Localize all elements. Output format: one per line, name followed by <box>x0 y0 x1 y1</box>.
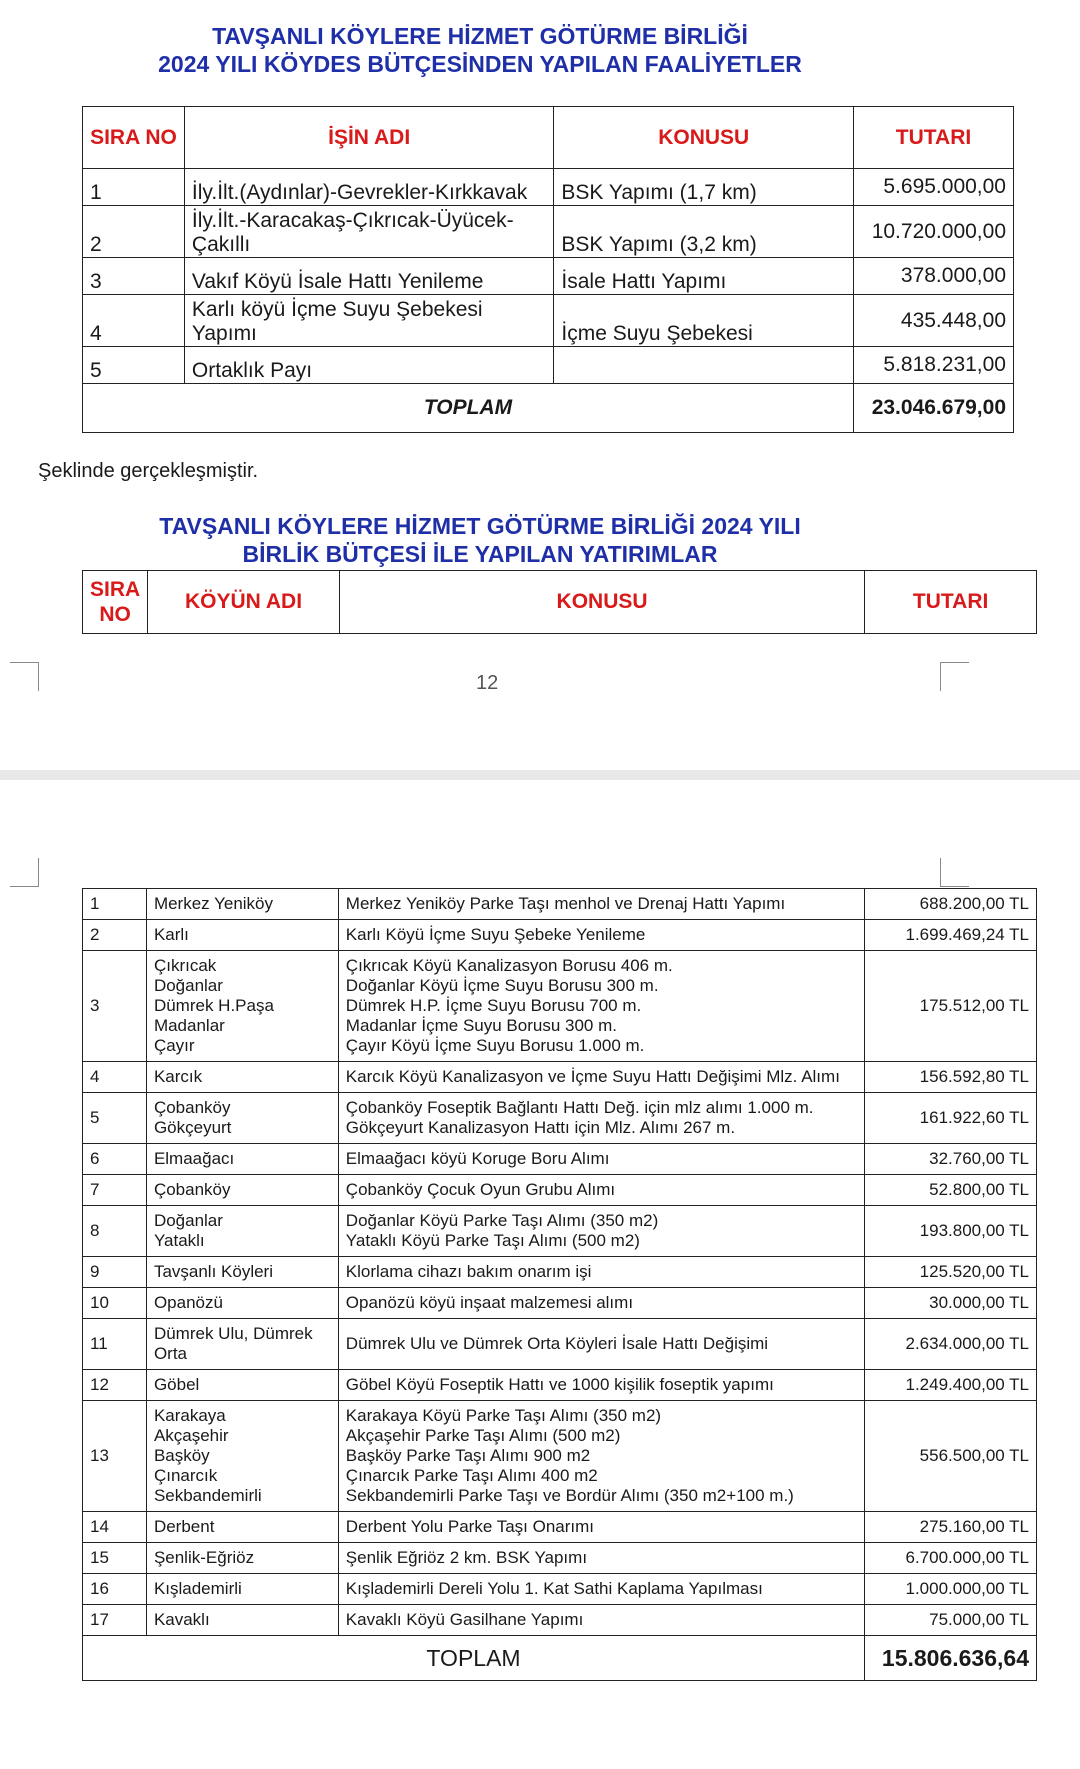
table-row <box>83 1543 1037 1574</box>
header-tutari: TUTARI <box>865 571 1037 634</box>
row-name: Ortaklık Payı <box>184 347 553 384</box>
row-name: Vakıf Köyü İsale Hattı Yenileme <box>184 258 553 295</box>
table-row <box>83 1512 1037 1543</box>
total-row <box>83 384 1014 433</box>
row-subject: Göbel Köyü Foseptik Hattı ve 1000 kişilik foseptik yapımı <box>338 1370 864 1401</box>
row-number: 1 <box>83 889 147 920</box>
row-number: 7 <box>83 1175 147 1206</box>
row-number: 14 <box>83 1512 147 1543</box>
row-village: Kavaklı <box>146 1605 338 1636</box>
total-amount: 15.806.636,64 <box>865 1636 1037 1681</box>
row-amount: 75.000,00 TL <box>865 1605 1037 1636</box>
page-number: 12 <box>476 672 499 694</box>
row-amount: 52.800,00 TL <box>865 1175 1037 1206</box>
page-break <box>0 770 1080 780</box>
row-amount: 156.592,80 TL <box>865 1062 1037 1093</box>
table-row <box>83 1062 1037 1093</box>
row-subject: Çobanköy Foseptik Bağlantı Hattı Değ. için mlz alımı 1.000 m. Gökçeyurt Kanalizasyon Hattı için Mlz. Alımı 267 m. <box>338 1093 864 1144</box>
row-subject: İçme Suyu Şebekesi <box>554 295 854 347</box>
row-number: 9 <box>83 1257 147 1288</box>
row-subject: Elmaağacı köyü Koruge Boru Alımı <box>338 1144 864 1175</box>
page-corner-mark <box>940 662 969 691</box>
table-row <box>83 920 1037 951</box>
table-row <box>83 258 1014 295</box>
table-row <box>83 951 1037 1062</box>
row-number: 16 <box>83 1574 147 1605</box>
row-number: 2 <box>83 206 185 258</box>
row-number: 13 <box>83 1401 147 1512</box>
row-village: Tavşanlı Köyleri <box>146 1257 338 1288</box>
row-subject: Kavaklı Köyü Gasilhane Yapımı <box>338 1605 864 1636</box>
row-name: İly.İlt.(Aydınlar)-Gevrekler-Kırkkavak <box>184 169 553 206</box>
row-amount: 688.200,00 TL <box>865 889 1037 920</box>
row-village: Derbent <box>146 1512 338 1543</box>
row-subject: Dümrek Ulu ve Dümrek Orta Köyleri İsale Hattı Değişimi <box>338 1319 864 1370</box>
table-row <box>83 1144 1037 1175</box>
row-amount: 378.000,00 <box>854 258 1014 295</box>
header-koyun-adi: KÖYÜN ADI <box>148 571 340 634</box>
row-number: 17 <box>83 1605 147 1636</box>
row-number: 15 <box>83 1543 147 1574</box>
investments-table-header <box>82 570 1037 634</box>
table-row <box>83 1319 1037 1370</box>
header-sira-no: SIRA NO <box>83 107 185 169</box>
page-corner-mark <box>10 662 39 691</box>
row-number: 3 <box>83 951 147 1062</box>
report-title-1 <box>0 22 960 78</box>
header-tutari: TUTARI <box>854 107 1014 169</box>
table-row <box>83 206 1014 258</box>
row-amount: 161.922,60 TL <box>865 1093 1037 1144</box>
row-number: 5 <box>83 1093 147 1144</box>
row-amount: 275.160,00 TL <box>865 1512 1037 1543</box>
table-row <box>83 1257 1037 1288</box>
row-village: Karcık <box>146 1062 338 1093</box>
row-subject: Çobanköy Çocuk Oyun Grubu Alımı <box>338 1175 864 1206</box>
row-village: Karakaya Akçaşehir Başköy Çınarcık Sekbandemirli <box>146 1401 338 1512</box>
row-number: 11 <box>83 1319 147 1370</box>
table-row <box>83 347 1014 384</box>
row-village: Çıkrıcak Doğanlar Dümrek H.Paşa Madanlar Çayır <box>146 951 338 1062</box>
row-subject: Opanözü köyü inşaat malzemesi alımı <box>338 1288 864 1319</box>
report-title-2-line2: BİRLİK BÜTÇESİ İLE YAPILAN YATIRIMLAR <box>242 541 718 567</box>
report-title-2-line1: TAVŞANLI KÖYLERE HİZMET GÖTÜRME BİRLİĞİ 2024 YILI <box>159 513 801 539</box>
table-row <box>83 295 1014 347</box>
header-konusu: KONUSU <box>554 107 854 169</box>
table-row <box>83 1093 1037 1144</box>
row-amount: 556.500,00 TL <box>865 1401 1037 1512</box>
row-number: 1 <box>83 169 185 206</box>
header-isin-adi: İŞİN ADI <box>184 107 553 169</box>
row-subject: Klorlama cihazı bakım onarım işi <box>338 1257 864 1288</box>
page-corner-mark <box>10 858 39 887</box>
total-row <box>83 1636 1037 1681</box>
table-row <box>83 1288 1037 1319</box>
row-subject: Kışlademirli Dereli Yolu 1. Kat Sathi Kaplama Yapılması <box>338 1574 864 1605</box>
report-title-2 <box>0 512 960 568</box>
row-number: 2 <box>83 920 147 951</box>
table-row <box>83 1206 1037 1257</box>
row-subject: Merkez Yeniköy Parke Taşı menhol ve Drenaj Hattı Yapımı <box>338 889 864 920</box>
total-label: TOPLAM <box>83 384 854 433</box>
row-village: Göbel <box>146 1370 338 1401</box>
row-subject: İsale Hattı Yapımı <box>554 258 854 295</box>
row-subject: BSK Yapımı (3,2 km) <box>554 206 854 258</box>
row-amount: 435.448,00 <box>854 295 1014 347</box>
row-amount: 125.520,00 TL <box>865 1257 1037 1288</box>
row-number: 6 <box>83 1144 147 1175</box>
row-number: 4 <box>83 295 185 347</box>
row-amount: 1.249.400,00 TL <box>865 1370 1037 1401</box>
row-subject: BSK Yapımı (1,7 km) <box>554 169 854 206</box>
row-village: Çobanköy <box>146 1175 338 1206</box>
row-subject: Şenlik Eğriöz 2 km. BSK Yapımı <box>338 1543 864 1574</box>
header-sira-no: SIRA NO <box>83 571 148 634</box>
row-number: 8 <box>83 1206 147 1257</box>
row-amount: 32.760,00 TL <box>865 1144 1037 1175</box>
table-row <box>83 1370 1037 1401</box>
row-number: 4 <box>83 1062 147 1093</box>
row-number: 12 <box>83 1370 147 1401</box>
row-amount: 193.800,00 TL <box>865 1206 1037 1257</box>
investments-table <box>82 888 1037 1681</box>
table-row <box>83 1401 1037 1512</box>
page-corner-mark <box>940 858 969 887</box>
row-name: Karlı köyü İçme Suyu Şebekesi Yapımı <box>184 295 553 347</box>
report-title-1-line2: 2024 YILI KÖYDES BÜTÇESİNDEN YAPILAN FAALİYETLER <box>158 51 802 77</box>
row-village: Karlı <box>146 920 338 951</box>
row-subject: Karlı Köyü İçme Suyu Şebeke Yenileme <box>338 920 864 951</box>
row-subject: Karcık Köyü Kanalizasyon ve İçme Suyu Hattı Değişimi Mlz. Alımı <box>338 1062 864 1093</box>
row-village: Elmaağacı <box>146 1144 338 1175</box>
row-subject: Derbent Yolu Parke Taşı Onarımı <box>338 1512 864 1543</box>
row-subject: Doğanlar Köyü Parke Taşı Alımı (350 m2) Yataklı Köyü Parke Taşı Alımı (500 m2) <box>338 1206 864 1257</box>
row-amount: 10.720.000,00 <box>854 206 1014 258</box>
row-village: Opanözü <box>146 1288 338 1319</box>
table-row <box>83 889 1037 920</box>
koydes-activities-table <box>82 106 1014 433</box>
total-label: TOPLAM <box>83 1636 865 1681</box>
row-village: Doğanlar Yataklı <box>146 1206 338 1257</box>
row-village: Merkez Yeniköy <box>146 889 338 920</box>
report-title-1-line1: TAVŞANLI KÖYLERE HİZMET GÖTÜRME BİRLİĞİ <box>212 23 748 49</box>
row-village: Kışlademirli <box>146 1574 338 1605</box>
row-amount: 1.699.469,24 TL <box>865 920 1037 951</box>
total-amount: 23.046.679,00 <box>854 384 1014 433</box>
note-text: Şeklinde gerçekleşmiştir. <box>38 460 259 482</box>
row-amount: 175.512,00 TL <box>865 951 1037 1062</box>
row-amount: 5.695.000,00 <box>854 169 1014 206</box>
row-village: Dümrek Ulu, Dümrek Orta <box>146 1319 338 1370</box>
row-village: Çobanköy Gökçeyurt <box>146 1093 338 1144</box>
row-amount: 2.634.000,00 TL <box>865 1319 1037 1370</box>
table-row <box>83 1605 1037 1636</box>
row-subject <box>554 347 854 384</box>
table-row <box>83 169 1014 206</box>
table-header-row <box>83 571 1037 634</box>
row-number: 3 <box>83 258 185 295</box>
row-amount: 1.000.000,00 TL <box>865 1574 1037 1605</box>
row-amount: 6.700.000,00 TL <box>865 1543 1037 1574</box>
table-row <box>83 1175 1037 1206</box>
row-village: Şenlik-Eğriöz <box>146 1543 338 1574</box>
row-number: 10 <box>83 1288 147 1319</box>
row-subject: Karakaya Köyü Parke Taşı Alımı (350 m2) Akçaşehir Parke Taşı Alımı (500 m2) Başköy Parke Taşı Alımı 900 m2 Çınarcık Parke Taşı Alımı 400 m2 Sekbandemirli Parke Taşı ve Bordür Alımı (350 m2+100 m.) <box>338 1401 864 1512</box>
table-header-row <box>83 107 1014 169</box>
row-name: İly.İlt.-Karacakaş-Çıkrıcak-Üyücek- Çakıllı <box>184 206 553 258</box>
row-amount: 5.818.231,00 <box>854 347 1014 384</box>
table-row <box>83 1574 1037 1605</box>
row-number: 5 <box>83 347 185 384</box>
header-konusu: KONUSU <box>339 571 864 634</box>
row-amount: 30.000,00 TL <box>865 1288 1037 1319</box>
row-subject: Çıkrıcak Köyü Kanalizasyon Borusu 406 m. Doğanlar Köyü İçme Suyu Borusu 300 m. Dümrek H.P. İçme Suyu Borusu 700 m. Madanlar İçme Suyu Borusu 300 m. Çayır Köyü İçme Suyu Borusu 1.000 m. <box>338 951 864 1062</box>
